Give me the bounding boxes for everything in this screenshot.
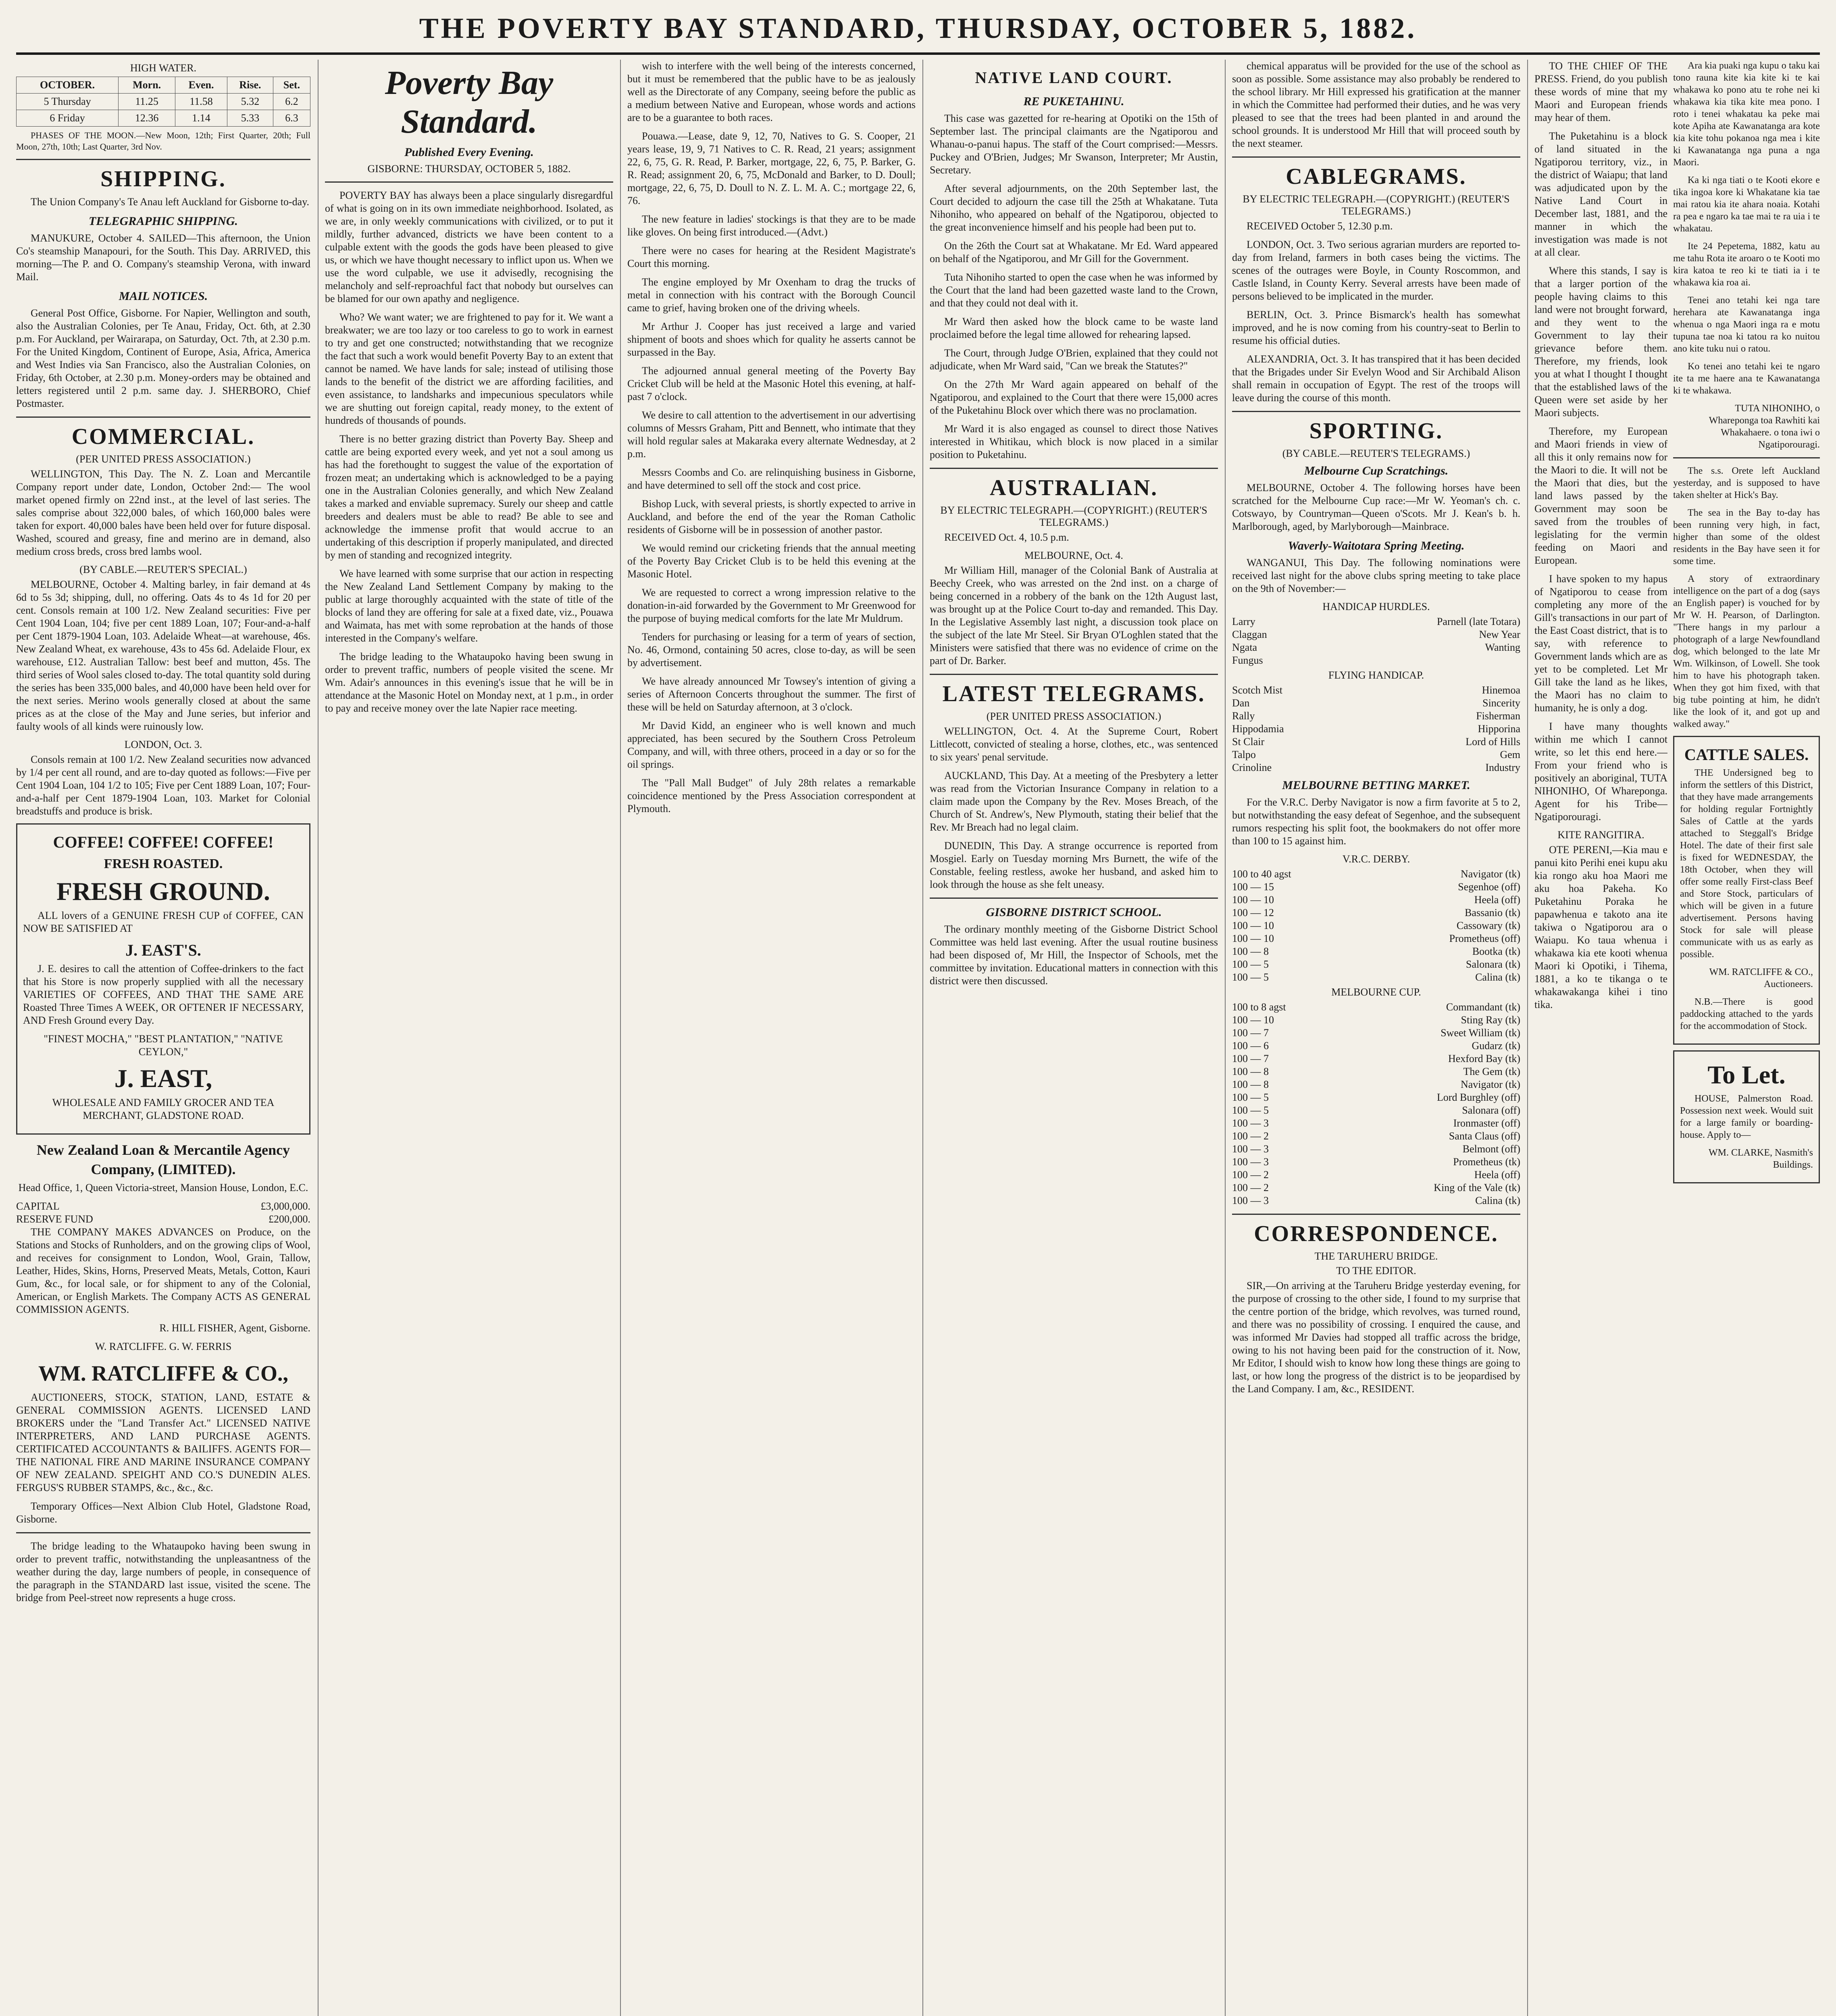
list-cell: Ironmaster (off): [1453, 1117, 1520, 1129]
cable-heading: (BY CABLE.—REUTER'S SPECIAL.): [79, 564, 247, 575]
coffee-heading: COFFEE! COFFEE! COFFEE!: [53, 833, 274, 851]
coffee-advert: [16, 823, 310, 1135]
list-cell: King of the Vale (tk): [1434, 1182, 1520, 1193]
tide-cell: 5.32: [227, 94, 273, 110]
nzloan-text: THE COMPANY MAKES ADVANCES on Produce, on the Stations and Stocks of Runholders, and on the growing clips of Wool, and receives for consignment to London, Wool, Grain, Tallow, Leather, Hides, Skins, Horns, Preserved Meats, Metals, Cotton, Kauri Gum, &c., for local sale, or for shipment to any of the Colonial, American, or English Markets. The Company ACTS AS GENERAL COMMISSION AGENTS.: [16, 1226, 310, 1315]
list-item: [1232, 1078, 1520, 1091]
reserve-value: £200,000.: [269, 1213, 310, 1225]
native-paragraph: Mr Ward then asked how the block came to be waste land proclaimed before the legal time allowed for rehearing lapsed.: [930, 316, 1218, 340]
temp-offices: Temporary Offices—Next Albion Club Hotel, Gladstone Road, Gisborne.: [16, 1500, 310, 1525]
native-paragraph: After several adjournments, on the 20th September last, the Court decided to adjourn the case till the 25th at Whakatane. Tuta Nihoniho, who appeared on behalf of the Ngatiporou, objected to the great inconvenience himself and his people had been put to.: [930, 183, 1218, 233]
divider: [1232, 156, 1520, 158]
tide-cell: 6 Friday: [17, 110, 119, 127]
list-cell: 100 — 3: [1232, 1156, 1269, 1168]
tide-col: Morn.: [119, 77, 175, 94]
betting-heading: MELBOURNE BETTING MARKET.: [1282, 779, 1470, 792]
list-cell: Parnell (late Totara): [1436, 616, 1520, 627]
fresh-ground: FRESH GROUND.: [56, 877, 270, 906]
list-item: [1232, 945, 1520, 958]
shipping-heading: SHIPPING.: [100, 167, 226, 192]
cattle-sales-text: THE Undersigned beg to inform the settlers of this District, that they have made arrangements for holding regular Fortnightly Sales of Cattle at the yards attached to Steggall's Bridge Hotel. The date of their first sale is fixed for WEDNESDAY, the 18th October, when they will offer some really First-class Beef and Store Stock, particulars of which will be given in a future advertisement. Persons having Stock for sale will please communicate with us as early as possible.: [1680, 768, 1813, 960]
divider: [930, 898, 1218, 899]
list-cell: 100 — 10: [1232, 920, 1274, 931]
commercial-source: (PER UNITED PRESS ASSOCIATION.): [76, 453, 251, 465]
list-cell: Gem: [1500, 749, 1520, 760]
east-name: J. EAST'S.: [125, 941, 201, 959]
flying-heading: FLYING HANDICAP.: [1328, 669, 1424, 681]
list-cell: 100 — 2: [1232, 1169, 1269, 1181]
school-heading: GISBORNE DISTRICT SCHOOL.: [986, 906, 1162, 919]
list-cell: Dan: [1232, 697, 1250, 709]
list-cell: 100 — 10: [1232, 933, 1274, 944]
list-cell: 100 — 10: [1232, 894, 1274, 906]
melbourne-cup-scratchings: Melbourne Cup Scratchings.: [1304, 464, 1449, 477]
maori-sign: TUTA NIHONIHO, o Whareponga toa Rawhiti kai Whakahaere. o tona iwi o Ngatiporouragi.: [1709, 403, 1820, 450]
list-item: [1232, 1027, 1520, 1039]
list-item: [1232, 654, 1520, 667]
list-cell: Larry: [1232, 616, 1255, 627]
list-cell: Crinoline: [1232, 762, 1272, 773]
tide-header-row: [17, 77, 310, 94]
betting-text: For the V.R.C. Derby Navigator is now a firm favorite at 5 to 2, but notwithstanding the easy defeat of Segenhoe, and the subsequent rumors respecting his split foot, the bookmakers do not offer more than 100 to 15 against him.: [1232, 796, 1520, 847]
list-item: [1232, 919, 1520, 932]
cable-paragraph: BERLIN, Oct. 3. Prince Bismarck's health has somewhat improved, and he is now coming from his country-seat to Berlin to resume his official duties.: [1232, 309, 1520, 346]
cattle-sales-heading: CATTLE SALES.: [1684, 746, 1809, 764]
list-item: [1232, 761, 1520, 774]
tide-cell: 11.58: [175, 94, 227, 110]
list-cell: 100 to 8 agst: [1232, 1001, 1286, 1013]
to-let-advert: [1673, 1050, 1820, 1183]
column-5: [1232, 60, 1520, 2016]
australian-received: RECEIVED Oct. 4, 10.5 p.m.: [944, 531, 1069, 543]
list-cell: Hippodamia: [1232, 723, 1284, 735]
cable-paragraph: LONDON, Oct. 3. Two serious agrarian murders are reported to-day from Ireland, farmers in both cases being the victims. The scenes of the outrages were Boyle, in County Roscommon, and Castle Island, in County Kerry. Several arrests have been made of persons believed to be implicated in the murder.: [1232, 239, 1520, 302]
list-cell: 100 — 15: [1232, 881, 1274, 893]
column-4: [930, 60, 1218, 2016]
cattle-sales-sign: WM. RATCLIFFE & CO., Auctioneers.: [1709, 967, 1813, 989]
local-paragraph: The "Pall Mall Budget" of July 28th relates a remarkable coincidence mentioned by the Press Association correspondent at Plymouth.: [627, 777, 916, 814]
tide-cell: 6.2: [273, 94, 310, 110]
list-cell: Commandant (tk): [1446, 1001, 1520, 1013]
list-item: [1232, 1168, 1520, 1181]
divider: [930, 468, 1218, 469]
local-paragraph: We have already announced Mr Towsey's intention of giving a series of Afternoon Concerts throughout the summer. The first of these will be held on Saturday afternoon, at 3 o'clock.: [627, 675, 916, 713]
to-let-sign: WM. CLARKE, Nasmith's Buildings.: [1709, 1148, 1813, 1170]
divider: [16, 417, 310, 418]
list-cell: 100 — 5: [1232, 1104, 1269, 1116]
tide-table: [16, 77, 310, 127]
divider: [325, 181, 613, 183]
native-paragraph: Mr Ward it is also engaged as counsel to direct those Natives interested in Whitikau, which block is now placed in a similar position to Puketahinu.: [930, 423, 1218, 460]
edition-date: GISBORNE: THURSDAY, OCTOBER 5, 1882.: [367, 163, 571, 175]
list-cell: 100 — 8: [1232, 1066, 1269, 1077]
list-item: [1232, 1194, 1520, 1207]
list-cell: Santa Claus (off): [1449, 1130, 1520, 1142]
editorial-paragraph: The bridge leading to the Whataupoko having been swung in order to prevent traffic, numbers of people visited the scene. Mr Wm. Adair's announces in this evening's issue that he will be in attendance at the Masonic Hotel on Monday next, at 1 p.m., in order to pay and receive money over the late Napier race meeting.: [325, 651, 613, 714]
list-cell: Belmont (off): [1462, 1143, 1520, 1155]
list-cell: Cassowary (tk): [1456, 920, 1520, 931]
local-paragraph: The engine employed by Mr Oxenham to drag the trucks of metal in connection with his contract with the Borough Council came to grief, having broken one of the driving wheels.: [627, 276, 916, 314]
ratcliffe-names: W. RATCLIFFE. G. W. FERRIS: [95, 1341, 232, 1352]
tide-col: Even.: [175, 77, 227, 94]
native-paragraph: Tuta Nihoniho started to open the case when he was informed by the Court that the land had been gazetted waste land to the Crown, and that they could not deal with it.: [930, 271, 1218, 309]
column-rule: [1527, 60, 1528, 2016]
native-paragraph: On the 27th Mr Ward again appeared on behalf of the Ngatiporou, and explained to the Court that there were 15,000 acres of the Puketahinu Block over which there was no proclamation.: [930, 379, 1218, 416]
list-cell: Hipporina: [1478, 723, 1520, 735]
column-2: [325, 60, 613, 2016]
derby-heading: V.R.C. DERBY.: [1342, 853, 1410, 865]
divider: [1673, 457, 1820, 458]
list-cell: 100 — 3: [1232, 1195, 1269, 1206]
letter-paragraph: The Puketahinu is a block of land situated in the Ngatiporou territory, viz., in the district of Waiapu; that land was adjudicated upon by the Native Land Court in December last, 1881, and the manner in which the investigation was made is not at all clear.: [1534, 130, 1667, 258]
editorial-paragraph: Who? We want water; we are frightened to pay for it. We want a breakwater; we are too lazy or too careless to go to work in earnest to try and get one constructed; notwithstanding that we recognize the fact that such a work would benefit Poverty Bay to an extent that cannot be named. We have lands for sale; instead of utilising those lands to the benefit of the district we are affording facilities, and even assistance, to landsharks and impecunious speculators while we are shutting out foreign capital, ready money, to the extent of hundreds of thousands of pounds.: [325, 311, 613, 426]
column-rule: [922, 60, 923, 2016]
divider: [1232, 411, 1520, 412]
local-paragraph: The new feature in ladies' stockings is that they are to be made like gloves. On being first introduced.—(Advt.): [627, 213, 916, 238]
list-item: [1232, 1104, 1520, 1117]
native-paragraph: On the 26th the Court sat at Whakatane. Mr Ed. Ward appeared on behalf of the Ngatiporou, and Mr Gill for the Government.: [930, 240, 1218, 264]
list-cell: 100 — 5: [1232, 958, 1269, 970]
table-row: [17, 110, 310, 127]
melbourne-cup-list: [1232, 1001, 1520, 1207]
local-paragraph: We are requested to correct a wrong impression relative to the donation-in-aid forwarded by the Government to Mr Greenwood for the purpose of buying medical comforts for the late Mr Muldrum.: [627, 587, 916, 624]
melbourne-cup-heading: MELBOURNE CUP.: [1331, 986, 1421, 998]
derby-list: [1232, 868, 1520, 984]
maori-paragraph: Tenei ano tetahi kei nga tare herehara ate Kawanatanga inga whenua o nga Maori inga ra e motu tupuna tae noa ki tatou ra ko nuitou ano kite tuku nui o ratou.: [1673, 295, 1820, 354]
nzloan-heading: New Zealand Loan & Mercantile Agency Company, (LIMITED).: [36, 1142, 290, 1177]
editorial-paragraph: There is no better grazing district than Poverty Bay. Sheep and cattle are being exported every week, and yet not a soul among us has had the forethought to suggest the value of the exportation of frozen meat; an undertaking which is acknowledged to be a paying one in the Australian Colonies generally, and which New Zealand takes a marked and enviable supremacy. Surely our sheep and cattle breeders and dealers must be able to read? Be able to see and acknowledge the immense profit that would accrue to an undertaking of this description if properly manipulated, and directed by men of standing and recognized integrity.: [325, 433, 613, 561]
coffee-text: ALL lovers of a GENUINE FRESH CUP of COFFEE, CAN NOW BE SATISFIED AT: [23, 910, 304, 934]
list-cell: 100 — 6: [1232, 1040, 1269, 1052]
letter-intro: TO THE CHIEF OF THE PRESS. Friend, do you publish these words of mine that my Maori and European friends may hear of them.: [1534, 60, 1667, 123]
fresh-roasted: FRESH ROASTED.: [104, 856, 223, 871]
list-item: [1232, 641, 1520, 654]
tide-heading: HIGH WATER.: [130, 62, 197, 74]
cable-paragraph: ALEXANDRIA, Oct. 3. It has transpired that it has been decided that the Brigades under Sir Evelyn Wood and Sir Archibald Alison shall remain in occupation of Egypt. The rest of the troops will leave during the course of this month.: [1232, 353, 1520, 404]
list-item: [1232, 1039, 1520, 1052]
list-cell: The Gem (tk): [1463, 1066, 1520, 1077]
list-cell: Gudarz (tk): [1472, 1040, 1520, 1052]
list-item: [1232, 1001, 1520, 1014]
list-cell: 100 — 10: [1232, 1014, 1274, 1026]
london-text: Consols remain at 100 1/2. New Zealand securities now advanced by 1/4 per cent all round, and are to-day quoted as follows:—Five per Cent 1904 Loan, 104 1/2 to 105; Five per Cent 1889 Loan, 107; Four-and-a-half per Cent 1879-1904 Loan, 103. Market for Colonial breadstuffs and produce is brisk.: [16, 754, 310, 817]
cable-text: MELBOURNE, October 4. Malting barley, in fair demand at 4s 6d to 5s 3d; shipping, dull, no offering. Oats 4s to 4s 1d for 20 per cent. Consols remain at 100 1/2. New Zealand securities: Five per Cent 1904 Loan, 104; five per cent 1889 Loan, 107; Four-and-a-half per Cent 1879-1904 Loan, 103. Adelaide Wheat—at warehouse, 46s. New Zealand Wheat, ex warehouse, 43s to 45s 6d. Adelaide Flour, ex warehouse, £12. Australian Tallow: best beef and mutton, 45s. The third series of Wool sales closed to-day. The total quantity sold during the series has been 335,000 bales, and 40,000 have been held over for the next series. Merino wools generally closed at about the same prices as at the close of the May and June series, but inferior and faulty wools of all kinds were ruinously low.: [16, 579, 310, 732]
fisher-sign: R. HILL FISHER, Agent, Gisborne.: [159, 1322, 310, 1334]
waverly-heading: Waverly-Waitotara Spring Meeting.: [1288, 539, 1465, 552]
kite-heading: KITE RANGITIRA.: [1557, 829, 1644, 841]
editorial-paragraph: We have learned with some surprise that our action in respecting the New Zealand Land Settlement Company by making to the public at large thoroughly acquainted with the state of title of the blocks of land they are offering for sale at a fixed date, viz., Pouawa and Waimata, has met with some reprobation at the hands of those interested in the Company's welfare.: [325, 568, 613, 644]
list-item: [1232, 723, 1520, 735]
list-cell: 100 — 3: [1232, 1117, 1269, 1129]
list-item: [1232, 958, 1520, 971]
list-cell: Fungus: [1232, 654, 1263, 666]
table-row: [17, 94, 310, 110]
list-item: [1232, 735, 1520, 748]
capital-value: £3,000,000.: [260, 1200, 310, 1212]
local-paragraph: Mr Arthur J. Cooper has just received a large and varied shipment of boots and shoes which for quality he asserts cannot be surpassed in the Bay.: [627, 321, 916, 358]
maori-paragraph: Ara kia puaki nga kupu o taku kai tono rauna kite kia kite ki te kai whakawa ko pono atu te rohe nei ki whakawa kia tika kite mea pono. I roto i tenei whakatau ka peke mai kote Apiha ate Kawanatanga ara kote kia kite tohu pokanoa nga mea i kite ki Kawanatanga nga puna a nga Maori.: [1673, 60, 1820, 168]
coffee-brands: "FINEST MOCHA," "BEST PLANTATION," "NATIVE CEYLON,": [44, 1033, 283, 1058]
newspaper-masthead: THE POVERTY BAY STANDARD, THURSDAY, OCTOBER 5, 1882.: [419, 12, 1417, 44]
commercial-heading: COMMERCIAL.: [71, 424, 255, 449]
sporting-source: (BY CABLE.—REUTER'S TELEGRAMS.): [1282, 448, 1470, 459]
native-paragraph: The Court, through Judge O'Brien, explained that they could not adjudicate, when Mr Ward said, "Can we break the Statutes?": [930, 347, 1218, 372]
list-cell: 100 to 40 agst: [1232, 868, 1291, 880]
australian-source: BY ELECTRIC TELEGRAPH.—(COPYRIGHT.) (REUTER'S TELEGRAMS.): [940, 504, 1207, 528]
list-cell: Ngata: [1232, 641, 1257, 653]
tide-cell: 11.25: [119, 94, 175, 110]
cattle-sales-advert: [1673, 736, 1820, 1045]
list-cell: Rally: [1232, 710, 1255, 722]
waverly-text: WANGANUI, This Day. The following nominations were received last night for the above clubs spring meeting to take place on the 9th of November:—: [1232, 557, 1520, 594]
letter-paragraph: Where this stands, I say is that a larger portion of the people having claims to this land were not brought forward, and they went to the Government to lay their grievance before them. Therefore, my friends, look you at what I thought I thought that the established laws of the Queen were set aside by her Maori subjects.: [1534, 265, 1667, 419]
list-cell: Salonara (off): [1462, 1104, 1520, 1116]
list-cell: Scotch Mist: [1232, 684, 1282, 696]
local-paragraph: The sea in the Bay to-day has been running very high, in fact, higher than some of the oldest residents in the Bay have seen it for some time.: [1673, 508, 1820, 566]
local-paragraph: wish to interfere with the well being of the interests concerned, but it must be remembered that the public have to be as jealously well as the Directorate of any Company, seeing before the public as a medium between Native and European, whose words and actions are to be a guarantee to both races.: [627, 60, 916, 123]
published-every-evening: Published Every Evening.: [404, 146, 534, 159]
ratcliffe-heading: WM. RATCLIFFE & CO.,: [38, 1361, 288, 1385]
list-cell: Hinemoa: [1482, 684, 1520, 696]
sporting-heading: SPORTING.: [1309, 419, 1443, 444]
tide-col: Set.: [273, 77, 310, 94]
maori-paragraph: Ite 24 Pepetema, 1882, katu au me tahu Rota ite aroaro o te Kooti mo kira katoa te reo ki te tiati ia i te whakawa kia roa ai.: [1673, 241, 1820, 288]
list-item: [1232, 1065, 1520, 1078]
bridge-text: The bridge leading to the Whataupoko having been swung in order to prevent traffic, notwithstanding the unpleasantness of the weather during the day, large numbers of people, in consequence of the paragraph in the STANDARD last issue, visited the scene. The bridge from Peel-street now represents a huge cross.: [16, 1540, 310, 1604]
local-paragraph: We would remind our cricketing friends that the annual meeting of the Poverty Bay Cricket Club is to be held this evening at the Masonic Hotel.: [627, 542, 916, 580]
list-item: [16, 1200, 310, 1213]
letter-paragraph: Therefore, my European and Maori friends in view of all this it only remains now for the Maori to die. It will not be the Maori that dies, but the land laws passed by the Government may soon be saved from the troubles of legislating for the vermin feeding on Maori and European.: [1534, 425, 1667, 566]
list-cell: 100 — 8: [1232, 1079, 1269, 1090]
list-cell: 100 — 2: [1232, 1130, 1269, 1142]
list-cell: Prometheus (tk): [1453, 1156, 1520, 1168]
local-paragraph: The s.s. Orete left Auckland yesterday, and is supposed to have taken shelter at Hick's Bay.: [1673, 466, 1820, 500]
column-1: [16, 60, 310, 2016]
reserve-label: RESERVE FUND: [16, 1213, 93, 1225]
list-cell: Hexford Bay (tk): [1448, 1053, 1520, 1064]
cattle-sales-nb: N.B.—There is good paddocking attached to the yards for the accommodation of Stock.: [1680, 997, 1813, 1031]
list-item: [1232, 868, 1520, 881]
list-cell: Segenhoe (off): [1458, 881, 1520, 893]
list-cell: 100 — 8: [1232, 946, 1269, 957]
australian-dateline: MELBOURNE, Oct. 4.: [1024, 550, 1123, 561]
telegraphic-shipping-heading: TELEGRAPHIC SHIPPING.: [88, 215, 238, 228]
column-rule: [1225, 60, 1226, 2016]
list-cell: Sweet William (tk): [1440, 1027, 1520, 1039]
cablegrams-received: RECEIVED October 5, 12.30 p.m.: [1247, 220, 1393, 232]
list-cell: Claggan: [1232, 629, 1267, 640]
list-cell: Lord Burghley (off): [1437, 1091, 1520, 1103]
divider: [16, 159, 310, 160]
maori-paragraph: Ko tenei ano tetahi kei te ngaro ite ta me haere ana te Kawanatanga ki te whakawa.: [1673, 361, 1820, 396]
divider: [16, 1532, 310, 1533]
list-cell: Calina (tk): [1475, 971, 1520, 983]
list-item: [16, 1213, 310, 1226]
masthead-rule: [16, 52, 1820, 55]
editorial-paragraph: POVERTY BAY has always been a place singularly disregardful of what is going on in its own immediate neighborhood. Isolated, as we are, in only weekly communications with civilized, or to put it mildly, further advanced, districts we have been content to a culpable extent with the goods the gods have been pleased to give us, or which we have thought necessary to inflict upon us. When we use the word culpable, we use it advisedly, recognising the melancholy and self-reproachful fact that nobody but ourselves can be blamed for our own apathy and negligence.: [325, 190, 613, 304]
list-item: [1232, 1117, 1520, 1130]
tide-cell: 1.14: [175, 110, 227, 127]
list-item: [1232, 971, 1520, 984]
telegram-paragraph: AUCKLAND, This Day. At a meeting of the Presbytery a letter was read from the Victorian Insurance Company in relation to a claim made upon the Company by the Rev. Moses Breach, of the Church of St. Andrew's, New Plymouth, stating their belief that the Rev. Mr Breach had no legal claim.: [930, 770, 1218, 833]
list-cell: St Clair: [1232, 736, 1265, 748]
tide-cell: 12.36: [119, 110, 175, 127]
list-item: [1232, 697, 1520, 710]
local-paragraph: There were no cases for hearing at the Resident Magistrate's Court this morning.: [627, 245, 916, 269]
nzloan-capital: [16, 1200, 310, 1226]
local-paragraph: The adjourned annual general meeting of the Poverty Bay Cricket Club will be held at the Masonic Hotel this evening, at half-past 7 o'clock.: [627, 365, 916, 402]
correspondence-sub: THE TARUHERU BRIDGE.: [1314, 1250, 1438, 1262]
divider: [1232, 1214, 1520, 1215]
tide-col: Rise.: [227, 77, 273, 94]
list-item: [1232, 932, 1520, 945]
list-item: [1232, 710, 1520, 723]
list-cell: Heela (off): [1474, 1169, 1520, 1181]
list-item: [1232, 1181, 1520, 1194]
list-cell: Industry: [1485, 762, 1520, 773]
list-cell: 100 — 5: [1232, 1091, 1269, 1103]
east-address: WHOLESALE AND FAMILY GROCER AND TEA MERCHANT, GLADSTONE ROAD.: [52, 1097, 275, 1121]
column-6: [1534, 60, 1667, 2016]
list-item: [1232, 893, 1520, 906]
local-paragraph: We desire to call attention to the advertisement in our advertising columns of Messrs Graham, Pitt and Bennett, who intimate that they will hold regular sales at Makaraka every alternate Wednesday, at 2 p.m.: [627, 409, 916, 460]
list-cell: Bassanio (tk): [1465, 907, 1520, 918]
tide-col: OCTOBER.: [17, 77, 119, 94]
local-paragraph: Messrs Coombs and Co. are relinquishing business in Gisborne, and have determined to sell off the stock and cost price.: [627, 467, 916, 491]
list-cell: Bootka (tk): [1472, 946, 1520, 957]
list-cell: Fisherman: [1476, 710, 1520, 722]
list-item: [1232, 615, 1520, 628]
list-cell: Heela (off): [1474, 894, 1520, 906]
cablegrams-source: BY ELECTRIC TELEGRAPH.—(COPYRIGHT.) (REUTER'S TELEGRAMS.): [1243, 193, 1510, 217]
list-item: [1232, 906, 1520, 919]
list-item: [1232, 1091, 1520, 1104]
local-paragraph: Pouawa.—Lease, date 9, 12, 70, Natives to G. S. Cooper, 21 years lease, 19, 9, 71 Natives to C. R. Read, 21 years; assignment 22, 6, 75, G. R. Read, P. Barker, mortgage, 22, 6, 75, P. Barker, G. R. Read; assignment 20, 6, 75, McDonald and Barker, to D. Doull; mortgage, 22, 6, 75, D. Doull to N. Z. L. M. A. C.; mortgage 22, 6, 76.: [627, 130, 916, 206]
australian-heading: AUSTRALIAN.: [989, 475, 1158, 500]
telegram-paragraph: DUNEDIN, This Day. A strange occurrence is reported from Mosgiel. Early on Tuesday morning Mrs Burnett, the wife of the Constable, feeling restless, awoke her husband, and asked him to look through the house as she felt uneasy.: [930, 840, 1218, 890]
australian-text: Mr William Hill, manager of the Colonial Bank of Australia at Beechy Creek, who was arrested on the 2nd inst. on a charge of being concerned in a robbery of the bank on the 12th August last, was brought up at the Police Court to-day and remanded. This Day. In the Legislative Assembly last night, a discussion took place on the subject of the late Mr Steel. Sir Bryan O'Loghlen stated that the Ministers were satisfied that there was no evidence of crime on the part of Dr. Barker.: [930, 564, 1218, 666]
list-item: [1232, 1130, 1520, 1143]
telegram-paragraph: WELLINGTON, Oct. 4. At the Supreme Court, Robert Littlecott, convicted of stealing a horse, clothes, etc., was sentenced to six years' penal servitude.: [930, 725, 1218, 763]
correspondence-text: SIR,—On arriving at the Taruheru Bridge yesterday evening, for the purpose of crossing to the other side, I found to my surprise that the centre portion of the bridge, which revolves, was turned round, and there was no possibility of crossing. I enquired the cause, and was informed Mr Davies had stopped all traffic across the bridge, owing to his not having been paid for the construction of it. Now, Mr Editor, I should wish to know how long these things are going to last, or how long the progress of the district is to be jeopardised by the Land Company. I am, &c., RESIDENT.: [1232, 1280, 1520, 1395]
list-item: [1232, 628, 1520, 641]
nzloan-office: Head Office, 1, Queen Victoria-street, Mansion House, London, E.C.: [18, 1182, 308, 1193]
handicap-heading: HANDICAP HURDLES.: [1322, 601, 1430, 612]
east-big: J. EAST,: [114, 1064, 212, 1093]
list-item: [1232, 1052, 1520, 1065]
local-paragraph: Bishop Luck, with several priests, is shortly expected to arrive in Auckland, and before the end of the year the Roman Catholic residents of Gisborne will be in possession of another pastor.: [627, 498, 916, 535]
mail-notices-text: General Post Office, Gisborne. For Napier, Wellington and south, also the Australian Colonies, per Te Anau, Friday, Oct. 6th, at 2.30 p.m. For Auckland, per Wairarapa, on Saturday, Oct. 7th, at 2.30 p.m. For the United Kingdom, Continent of Europe, Asia, Africa, America and West Indies via San Francisco, also the Australian Colonies, on Friday, 6th October, at 2.30 p.m. Money-orders may be obtained and letters registered until 2 p.m. same day. J. SHERBORO, Chief Postmaster.: [16, 307, 310, 409]
kite-text: OTE PERENI,—Kia mau e panui kito Perihi enei kupu aku kia rongo aku hoa Maori me aku hoa Pakeha. Ko Puketahinu Poraka he papawhenua e takoto ana ite takiwa o Ngatiporou ara o Waiapu. Ko taua whenua i whakawa kia ete kooti whenua Maori ki Opotiki, i Tihema, 1881, a ko te tikanga o te whakawakanga kihei i tino tika.: [1534, 844, 1667, 1010]
list-item: [1232, 881, 1520, 893]
list-cell: Salonara (tk): [1465, 958, 1520, 970]
telegraphic-shipping-text: MANUKURE, October 4. SAILED—This afternoon, the Union Co's steamship Manapouri, for the South. This Day. ARRIVED, this morning—The P. and O. Company's steamship Verona, with inward Mail.: [16, 232, 310, 283]
newspaper-title: Poverty Bay Standard.: [385, 64, 554, 140]
shipping-text: The Union Company's Te Anau left Auckland for Gisborne to-day.: [31, 196, 310, 208]
letter-paragraph: I have spoken to my hapus of Ngatiporou to cease from completing any more of the Gill's transactions in our part of the East Coast district, that is to say, with reference to Government lands which are as yet to be completed. Let Mr Gill take the land as he likes, the Maori has no claim to humanity, he is only a dog.: [1534, 573, 1667, 714]
list-cell: Talpo: [1232, 749, 1256, 760]
correspondence-to: TO THE EDITOR.: [1336, 1265, 1416, 1277]
capital-label: CAPITAL: [16, 1200, 60, 1212]
list-cell: New Year: [1479, 629, 1520, 640]
list-cell: Navigator (tk): [1460, 868, 1520, 880]
list-cell: Navigator (tk): [1460, 1079, 1520, 1090]
handicap-list: [1232, 615, 1520, 667]
list-cell: Calina (tk): [1475, 1195, 1520, 1206]
to-let-heading: To Let.: [1707, 1060, 1786, 1089]
native-land-court-heading: NATIVE LAND COURT.: [975, 69, 1173, 87]
list-cell: Sting Ray (tk): [1461, 1014, 1520, 1026]
school-continued: chemical apparatus will be provided for the use of the school as soon as possible. Some assistance may also probably be rendered to the school library. Mr Hill expressed his gratification at the manner in which the Committee had performed their duties, and he was very pleased to see that the trees had been planted in and around the school grounds. It is understood Mr Hill that will proceed south by the next steamer.: [1232, 60, 1520, 149]
to-let-text: HOUSE, Palmerston Road. Possession next week. Would suit for a large family or boarding-house. Apply to—: [1680, 1093, 1813, 1140]
moon-phases: PHASES OF THE MOON.—New Moon, 12th; First Quarter, 20th; Full Moon, 27th, 10th; Last Quarter, 3rd Nov.: [16, 130, 310, 152]
commercial-text: WELLINGTON, This Day. The N. Z. Loan and Mercantile Company report under date, London, October 2nd:— The wool market opened firmly on 22nd inst., at the level of last series. The sales comprise about 322,000 bales, of which 160,000 bales were taken for export. 40,000 bales have been held over for future disposal. Washed, scoured and greasy, fine and merino are in demand, also medium cross breds, cross bred lambs wool.: [16, 468, 310, 557]
cablegrams-heading: CABLEGRAMS.: [1286, 164, 1467, 189]
tide-cell: 5 Thursday: [17, 94, 119, 110]
list-item: [1232, 1014, 1520, 1027]
latest-telegrams-heading: LATEST TELEGRAMS.: [942, 681, 1205, 706]
maori-paragraph: Ka ki nga tiati o te Kooti ekore e tika ingoa kore ki Whakatane kia tae mai ratou kia ite ahara noaia. Kotahi ra pea e ngaro ka tae mai te ra uia i te whakatau.: [1673, 175, 1820, 234]
list-cell: Lord of Hills: [1465, 736, 1520, 748]
list-cell: 100 — 12: [1232, 907, 1274, 918]
scratchings-text: MELBOURNE, October 4. The following horses have been scratched for the Melbourne Cup race:—Mr W. Yeoman's ch. c. Cotswayo, by Countryman—Queen o'Scots. Mr J. Kean's b. h. Marlborough, aged, by Marlyborough—Mainbrace.: [1232, 482, 1520, 532]
native-paragraph: This case was gazetted for re-hearing at Opotiki on the 15th of September last. The principal claimants are the Ngatiporou and Whanau-o-panui hapus. The staff of the Court comprised:—Messrs. Puckey and O'Brien, Judges; Mr Swanson, Interpreter; Mr Austin, Secretary.: [930, 112, 1218, 176]
list-cell: 100 — 3: [1232, 1143, 1269, 1155]
school-text: The ordinary monthly meeting of the Gisborne District School Committee was held last evening. After the usual routine business had been disposed of, Mr Hill, the Inspector of Schools, met the committee by invitation. Educational matters in connection with this district were then discussed.: [930, 923, 1218, 987]
list-cell: 100 — 7: [1232, 1027, 1269, 1039]
flying-list: [1232, 684, 1520, 774]
local-paragraph: Tenders for purchasing or leasing for a term of years of section, No. 46, Ormond, containing 50 acres, close to-day, as will be seen by advertisement.: [627, 631, 916, 669]
list-cell: 100 — 5: [1232, 971, 1269, 983]
list-cell: Sincerity: [1482, 697, 1520, 709]
column-3: [627, 60, 916, 2016]
column-rule: [620, 60, 621, 2016]
letter-paragraph: I have many thoughts within me which I cannot write, so let this end here.—From your friend who is positively an aboriginal, TUTA NIHONIHO, Of Whareponga. Agent for his Tribe—Ngatiporouragi.: [1534, 721, 1667, 823]
list-item: [1232, 748, 1520, 761]
divider: [930, 674, 1218, 675]
east-text: J. E. desires to call the attention of Coffee-drinkers to the fact that his Store is now properly supplied with all the necessary VARIETIES OF COFFEES, AND THAT THE SAME ARE Roasted Three Times A WEEK, OR OFTENER IF NECESSARY, AND Fresh Ground every Day.: [23, 963, 304, 1026]
list-item: [1232, 1156, 1520, 1168]
mail-notices-heading: MAIL NOTICES.: [119, 289, 208, 303]
correspondence-heading: CORRESPONDENCE.: [1254, 1221, 1499, 1246]
list-item: [1232, 684, 1520, 697]
latest-telegrams-source: (PER UNITED PRESS ASSOCIATION.): [986, 710, 1162, 722]
list-cell: Wanting: [1485, 641, 1520, 653]
list-cell: 100 — 7: [1232, 1053, 1269, 1064]
tide-cell: 6.3: [273, 110, 310, 127]
ratcliffe-text: AUCTIONEERS, STOCK, STATION, LAND, ESTATE & GENERAL COMMISSION AGENTS. LICENSED LAND BROKERS under the "Land Transfer Act." LICENSED NATIVE INTERPRETERS, AND LAND PURCHASE AGENTS. CERTIFICATED ACCOUNTANTS & BAILIFFS. AGENTS FOR— THE NATIONAL FIRE AND MARINE INSURANCE COMPANY OF NEW ZEALAND. SPEIGHT AND CO.'S DUNEDIN ALES. FERGUS'S RUBBER STAMPS, &c., &c., &c.: [16, 1391, 310, 1493]
native-land-court-sub: RE PUKETAHINU.: [1023, 95, 1124, 108]
list-cell: 100 — 2: [1232, 1182, 1269, 1193]
local-paragraph: Mr David Kidd, an engineer who is well known and much appreciated, has been secured by the Southern Cross Petroleum Company, and will, with three others, proceed in a day or so for the oil springs.: [627, 720, 916, 770]
tide-cell: 5.33: [227, 110, 273, 127]
column-7: [1673, 60, 1820, 2016]
list-item: [1232, 1143, 1520, 1156]
local-paragraph: A story of extraordinary intelligence on the part of a dog (says an English paper) is vouched for by Mr W. H. Pearson, of Darlington. "There hangs in my parlour a photograph of a large Newfoundland dog, which belonged to the late Mr Wm. Wilkinson, of Lowell. She took him to have his photograph taken. When they got him fixed, with that big tube pointing at him, he didn't like the look of it, and got up and walked away.": [1673, 574, 1820, 729]
london-heading: LONDON, Oct. 3.: [124, 739, 202, 750]
list-cell: Prometheus (off): [1449, 933, 1520, 944]
